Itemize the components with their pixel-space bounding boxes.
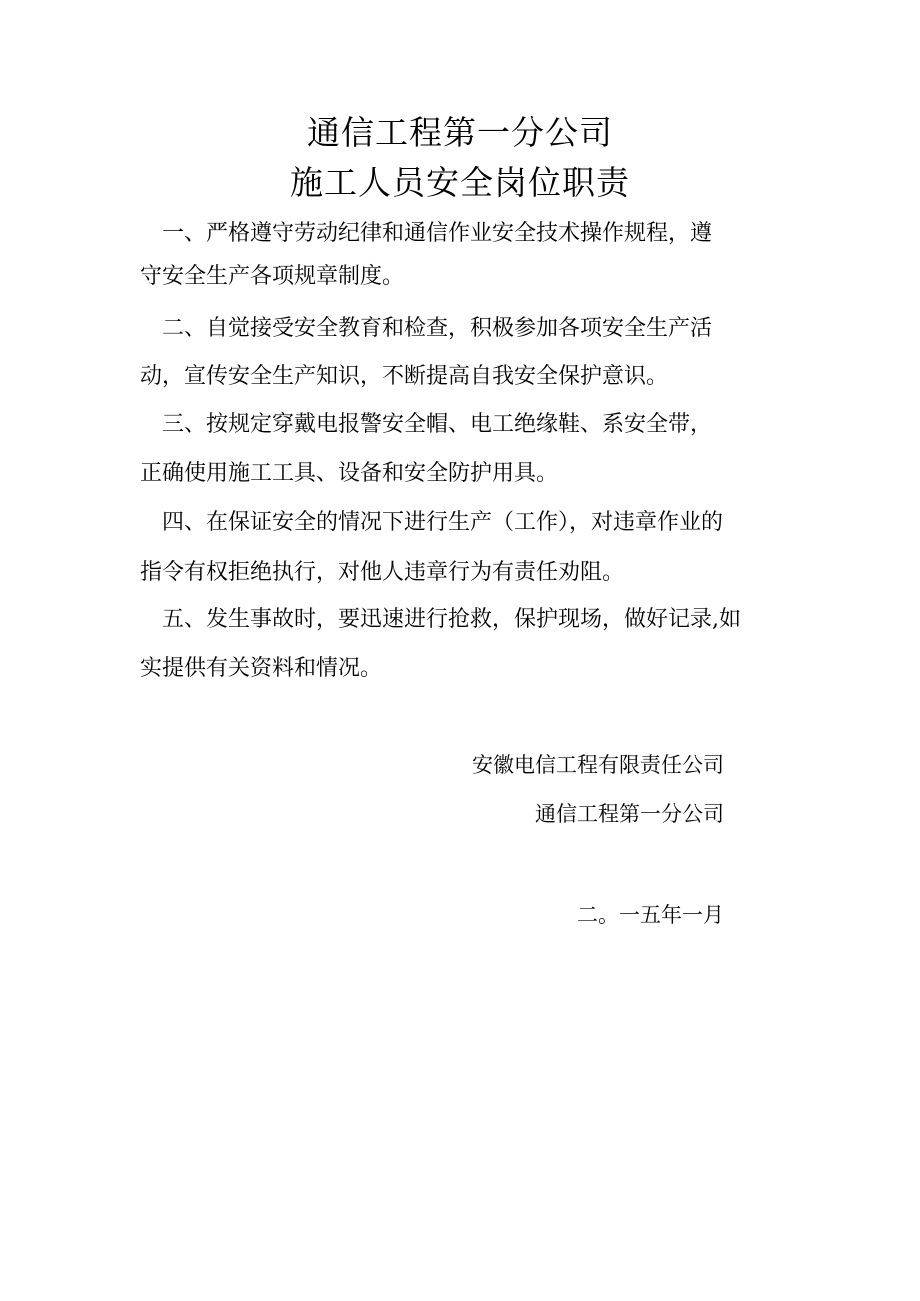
document-title-company: 通信工程第一分公司 (307, 113, 613, 152)
paragraph-5-line-2: 实提供有关资料和情况。 (140, 656, 383, 681)
signature-date: 二。一五年一月 (577, 903, 724, 927)
paragraph-1-line-1: 一、严格遵守劳动纪律和通信作业安全技术操作规程，遵 (162, 221, 713, 246)
paragraph-5-line-1: 五、发生事故时，要迅速进行抢救，保护现场，做好记录,如 (162, 607, 741, 632)
signature-branch: 通信工程第一分公司 (535, 802, 724, 826)
paragraph-4-line-2: 指令有权拒绝执行，对他人违章行为有责任劝阻。 (140, 560, 625, 585)
paragraph-4-line-1: 四、在保证安全的情况下进行生产（工作），对违章作业的 (162, 510, 724, 535)
paragraph-1-line-2: 守安全生产各项规章制度。 (140, 264, 405, 289)
paragraph-3-line-2: 正确使用施工工具、设备和安全防护用具。 (140, 461, 559, 486)
document-title-subject: 施工人员安全岗位职责 (290, 163, 630, 202)
signature-company: 安徽电信工程有限责任公司 (472, 753, 724, 777)
paragraph-2-line-2: 动，宣传安全生产知识，不断提高自我安全保护意识。 (140, 364, 669, 389)
paragraph-3-line-1: 三、按规定穿戴电报警安全帽、电工绝缘鞋、系安全带， (162, 412, 713, 437)
paragraph-2-line-1: 二、自觉接受安全教育和检查，积极参加各项安全生产活 (162, 316, 713, 341)
